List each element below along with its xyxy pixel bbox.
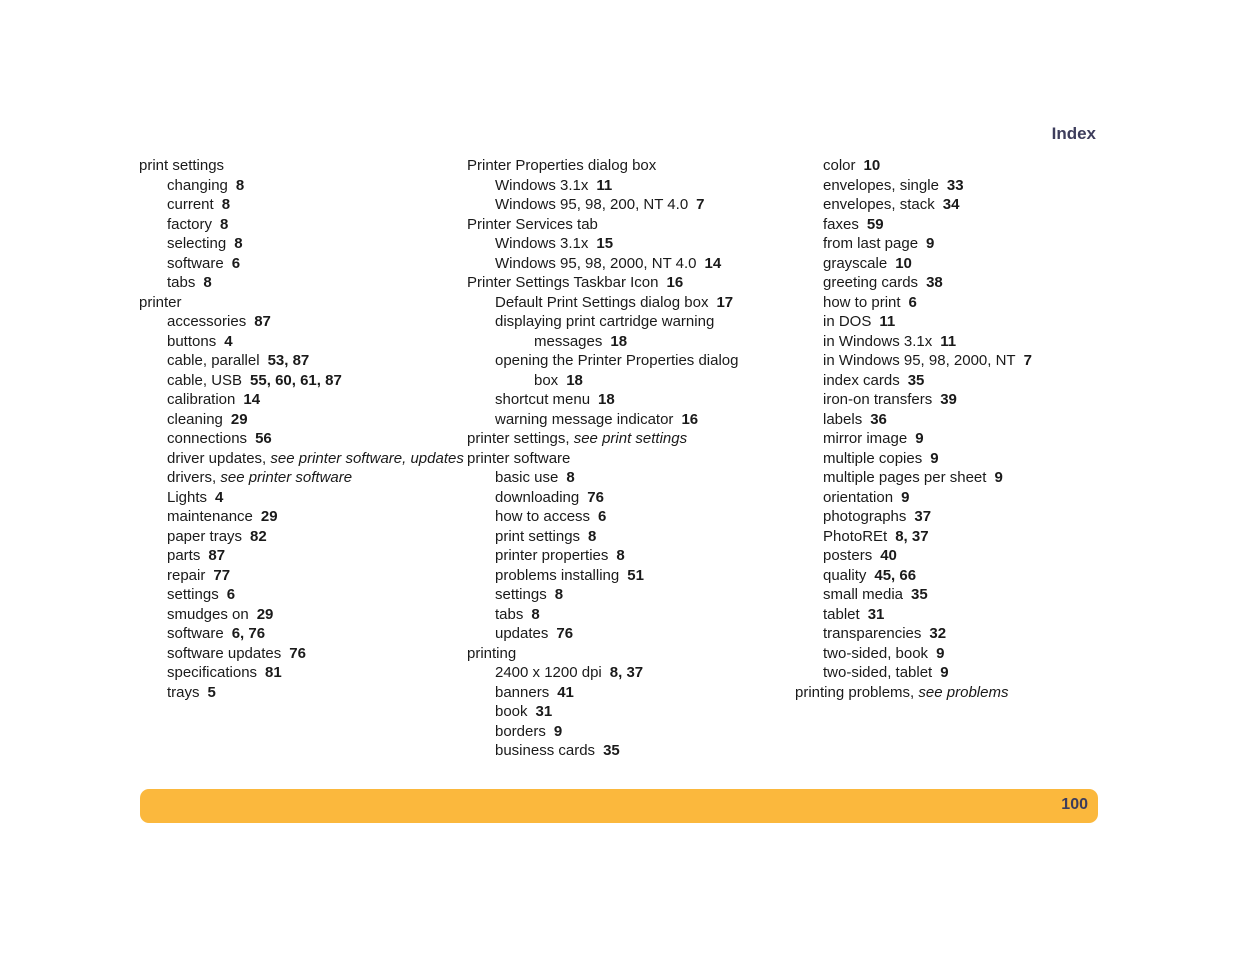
index-entry — [467, 527, 767, 547]
page-reference: 8 — [566, 469, 575, 486]
index-term: Default Print Settings dialog box — [495, 293, 709, 311]
index-entry — [139, 254, 454, 274]
index-entry — [139, 410, 454, 430]
index-entry — [467, 332, 767, 352]
index-term: two-sided, tablet — [823, 664, 933, 681]
index-term: changing — [167, 176, 228, 194]
index-term: posters — [823, 547, 873, 564]
index-entry — [467, 410, 767, 430]
index-entry — [795, 293, 1095, 313]
index-term: labels — [823, 410, 863, 428]
page-reference: 41 — [557, 683, 574, 701]
index-term: cable, USB — [167, 371, 243, 389]
index-term: tabs — [495, 605, 524, 623]
index-entry — [795, 156, 1095, 176]
index-entry — [795, 429, 1095, 449]
index-entry — [139, 176, 454, 196]
index-entry — [795, 566, 1095, 586]
page-reference: 18 — [566, 371, 583, 389]
page-reference: 9 — [930, 449, 939, 467]
page-number: 100 — [1061, 796, 1088, 813]
index-term: Windows 3.1x — [495, 176, 589, 194]
index-term: color — [823, 157, 856, 174]
page-reference: 6 — [231, 254, 241, 272]
index-entry — [467, 371, 767, 391]
page-reference: 31 — [867, 605, 885, 623]
index-entry — [139, 156, 454, 176]
page-reference: 36 — [870, 410, 887, 428]
page-reference: 29 — [230, 410, 248, 428]
index-term: Printer Settings Taskbar Icon — [467, 274, 659, 291]
index-entry — [139, 624, 454, 644]
index-term: repair — [167, 566, 206, 584]
page-reference: 39 — [940, 391, 957, 408]
index-term: in DOS — [823, 313, 872, 330]
see-reference: see printer software — [220, 469, 353, 486]
page-reference: 16 — [666, 274, 684, 291]
index-entry — [467, 683, 767, 703]
index-entry — [467, 585, 767, 605]
see-reference: see print settings — [573, 430, 688, 447]
index-entry — [139, 507, 454, 527]
page-reference: 76 — [289, 644, 306, 662]
index-term: business cards — [495, 742, 596, 759]
index-term: quality — [823, 566, 867, 584]
index-term: small media — [823, 586, 904, 603]
index-entry — [139, 449, 464, 469]
page-reference: 4 — [224, 332, 233, 350]
index-term: mirror image — [823, 430, 908, 447]
index-entry — [467, 488, 767, 508]
page-reference: 33 — [946, 176, 964, 194]
index-term: envelopes, single — [823, 176, 939, 194]
index-term: how to access — [495, 508, 591, 525]
page-reference: 8 — [554, 586, 564, 603]
page-reference: 4 — [215, 488, 224, 506]
page-reference: 8 — [220, 215, 229, 233]
index-entry — [139, 468, 454, 488]
index-entry — [467, 234, 767, 254]
index-entry — [139, 312, 454, 332]
index-entry — [139, 332, 454, 352]
page-reference: 9 — [926, 235, 935, 252]
page-reference: 51 — [627, 566, 644, 584]
page-reference: 8 — [616, 547, 625, 564]
page-reference: 56 — [255, 430, 272, 447]
index-entry — [795, 351, 1095, 371]
index-entry — [467, 312, 767, 332]
page-reference: 18 — [598, 391, 615, 408]
see-reference: see problems — [918, 683, 1009, 701]
index-term: trays — [167, 683, 200, 701]
index-entry — [467, 605, 767, 625]
page-reference: 35 — [911, 586, 928, 603]
index-entry — [139, 566, 454, 586]
index-term: maintenance — [167, 508, 253, 525]
index-term: faxes — [823, 215, 859, 233]
index-term: tablet — [823, 605, 860, 623]
index-term: in Windows 3.1x — [823, 332, 933, 350]
index-entry — [795, 585, 1095, 605]
index-entry — [139, 390, 454, 410]
index-entry — [139, 683, 454, 703]
index-entry — [139, 644, 454, 664]
index-term: Printer Services tab — [467, 215, 598, 233]
index-term: Printer Properties dialog box — [467, 157, 657, 174]
index-term: printer software — [467, 449, 571, 467]
index-entry — [795, 234, 1095, 254]
page-reference: 11 — [596, 176, 613, 194]
index-entry — [795, 527, 1095, 547]
page-reference: 76 — [587, 488, 604, 506]
page-reference: 8 — [588, 527, 597, 545]
index-entry — [795, 507, 1095, 527]
index-entry — [467, 566, 767, 586]
index-entry — [139, 429, 454, 449]
index-term: printing — [467, 644, 517, 662]
index-term: cleaning — [167, 410, 223, 428]
page-reference: 14 — [243, 391, 261, 408]
index-entry — [467, 293, 767, 313]
index-term: messages — [534, 332, 603, 350]
index-entry — [139, 195, 454, 215]
page-reference: 8 — [221, 196, 231, 213]
index-entry — [467, 156, 767, 176]
index-term: transparencies — [823, 625, 922, 642]
index-term: greeting cards — [823, 274, 919, 291]
index-entry — [467, 429, 767, 449]
index-entry — [139, 293, 454, 313]
index-term: calibration — [167, 391, 236, 408]
index-entry — [467, 254, 767, 274]
index-term: tabs — [167, 274, 196, 291]
page-reference: 11 — [879, 313, 896, 330]
index-term: printer settings, — [467, 430, 570, 447]
page-reference: 17 — [716, 293, 734, 311]
index-column-1 — [139, 156, 464, 702]
page-reference: 82 — [250, 527, 267, 545]
index-entry — [795, 410, 1095, 430]
index-term: warning message indicator — [495, 410, 674, 428]
index-entry — [139, 663, 454, 683]
index-term: 2400 x 1200 dpi — [495, 664, 602, 681]
index-entry — [139, 215, 454, 235]
index-term: cable, parallel — [167, 352, 260, 369]
index-entry — [139, 488, 454, 508]
page-reference: 16 — [681, 410, 699, 428]
index-entry — [467, 546, 767, 566]
page-reference: 8 — [531, 605, 540, 623]
index-entry — [467, 741, 767, 761]
index-entry — [795, 195, 1095, 215]
index-entry — [467, 663, 767, 683]
index-term: how to print — [823, 293, 901, 311]
page-reference: 9 — [915, 430, 924, 447]
index-term: displaying print cartridge warning — [495, 313, 715, 330]
index-term: software — [167, 254, 224, 272]
index-entry — [467, 702, 767, 722]
index-entry — [795, 663, 1095, 683]
page-reference: 15 — [596, 235, 614, 252]
page-reference: 8, 37 — [609, 664, 644, 681]
index-entry — [139, 371, 454, 391]
index-term: from last page — [823, 235, 919, 252]
index-entry — [795, 254, 1095, 274]
index-term: smudges on — [167, 605, 249, 623]
page-reference: 9 — [936, 644, 945, 662]
index-term: Windows 95, 98, 2000, NT 4.0 — [495, 254, 697, 272]
index-term: driver updates, — [167, 449, 267, 467]
page-reference: 7 — [696, 196, 705, 213]
index-term: in Windows 95, 98, 2000, NT — [823, 352, 1016, 369]
page-reference: 55, 60, 61, 87 — [250, 371, 342, 389]
index-entry — [467, 176, 767, 196]
index-term: buttons — [167, 332, 217, 350]
index-entry — [795, 215, 1095, 235]
index-entry — [795, 332, 1095, 352]
index-column-3 — [795, 156, 1095, 702]
index-term: iron-on transfers — [823, 391, 933, 408]
page-reference: 6 — [598, 508, 607, 525]
index-entry — [795, 390, 1095, 410]
see-reference: see printer software, updates — [270, 449, 464, 467]
index-entry — [467, 449, 767, 469]
index-term: banners — [495, 683, 550, 701]
page-reference: 35 — [603, 742, 620, 759]
index-entry — [795, 449, 1095, 469]
page-reference: 8 — [234, 235, 243, 252]
page-reference: 8 — [235, 176, 245, 194]
page-reference: 10 — [895, 254, 912, 272]
index-entry — [467, 195, 767, 215]
page-reference: 77 — [213, 566, 231, 584]
index-term: accessories — [167, 313, 247, 330]
page-reference: 7 — [1023, 352, 1032, 369]
index-entry — [139, 546, 454, 566]
index-entry — [467, 390, 767, 410]
index-term: Windows 3.1x — [495, 235, 589, 252]
page-reference: 10 — [863, 157, 881, 174]
page-reference: 9 — [901, 488, 910, 506]
page-reference: 14 — [704, 254, 722, 272]
index-term: print settings — [139, 157, 225, 174]
index-term: shortcut menu — [495, 391, 591, 408]
footer-bar — [140, 789, 1098, 823]
index-term: box — [534, 371, 559, 389]
page-reference: 9 — [553, 722, 563, 740]
index-entry — [795, 312, 1095, 332]
index-entry — [795, 273, 1095, 293]
index-entry — [795, 371, 1095, 391]
index-term: printer properties — [495, 547, 609, 564]
page-reference: 32 — [929, 625, 947, 642]
index-entry — [139, 605, 454, 625]
index-term: borders — [495, 722, 546, 740]
page-reference: 31 — [535, 703, 553, 720]
index-entry — [795, 546, 1095, 566]
index-entry — [795, 176, 1095, 196]
index-entry — [467, 215, 767, 235]
index-term: drivers, — [167, 469, 217, 486]
index-term: print settings — [495, 527, 581, 545]
index-term: paper trays — [167, 527, 243, 545]
index-term: printer — [139, 293, 182, 311]
page-reference: 87 — [208, 547, 226, 564]
section-title: Index — [1051, 124, 1096, 143]
index-term: Lights — [167, 488, 208, 506]
index-entry — [467, 644, 767, 664]
index-term: factory — [167, 215, 213, 233]
index-entry — [467, 722, 767, 742]
index-term: printing problems, — [795, 683, 915, 701]
index-entry — [467, 468, 767, 488]
index-entry — [795, 624, 1095, 644]
index-term: multiple pages per sheet — [823, 469, 987, 486]
index-entry — [139, 234, 454, 254]
index-entry — [139, 273, 454, 293]
index-term: multiple copies — [823, 449, 923, 467]
index-entry — [795, 605, 1095, 625]
page-reference: 53, 87 — [267, 352, 310, 369]
page-reference: 34 — [942, 196, 960, 213]
index-term: orientation — [823, 488, 894, 506]
index-term: software — [167, 625, 224, 642]
index-entry — [139, 527, 454, 547]
page-reference: 76 — [556, 625, 574, 642]
index-term: book — [495, 703, 528, 720]
page-reference: 18 — [610, 332, 628, 350]
page-reference: 6 — [908, 293, 917, 311]
index-term: opening the Printer Properties dialog — [495, 352, 739, 369]
index-term: software updates — [167, 644, 282, 662]
page-reference: 5 — [207, 683, 216, 701]
index-term: current — [167, 196, 214, 213]
page-reference: 81 — [265, 664, 282, 681]
page-reference: 59 — [866, 215, 884, 233]
page-reference: 8, 37 — [895, 527, 929, 545]
index-entry — [795, 488, 1095, 508]
index-term: envelopes, stack — [823, 196, 935, 213]
index-term: photographs — [823, 508, 907, 525]
index-entry — [467, 351, 767, 371]
index-term: specifications — [167, 664, 258, 681]
index-entry — [795, 644, 1095, 664]
index-term: settings — [495, 586, 547, 603]
page-reference: 29 — [260, 508, 278, 525]
page-reference: 87 — [254, 313, 271, 330]
index-term: problems installing — [495, 566, 620, 584]
page-reference: 38 — [926, 274, 943, 291]
index-term: basic use — [495, 469, 559, 486]
index-term: two-sided, book — [823, 644, 929, 662]
index-term: PhotoREt — [823, 527, 888, 545]
page-reference: 6 — [226, 586, 236, 603]
index-entry — [139, 351, 454, 371]
index-term: Windows 95, 98, 200, NT 4.0 — [495, 196, 689, 213]
page-reference: 40 — [880, 547, 897, 564]
index-entry — [467, 507, 767, 527]
index-term: parts — [167, 547, 201, 564]
index-term: index cards — [823, 371, 900, 389]
index-term: updates — [495, 625, 549, 642]
page-reference: 37 — [914, 508, 932, 525]
index-entry — [795, 683, 1095, 703]
page-reference: 35 — [907, 371, 925, 389]
index-entry — [795, 468, 1095, 488]
page-reference: 8 — [203, 274, 212, 291]
index-term: connections — [167, 430, 248, 447]
page-reference: 6, 76 — [231, 625, 266, 642]
index-entry — [467, 273, 767, 293]
page-reference: 9 — [994, 469, 1003, 486]
index-column-2 — [467, 156, 767, 761]
index-entry — [467, 624, 767, 644]
index-term: selecting — [167, 235, 227, 252]
index-term: downloading — [495, 488, 580, 506]
page-reference: 45, 66 — [874, 566, 917, 584]
index-term: grayscale — [823, 254, 888, 272]
page-reference: 9 — [940, 664, 949, 681]
index-term: settings — [167, 586, 219, 603]
page-reference: 29 — [256, 605, 274, 623]
index-entry — [139, 585, 454, 605]
page-reference: 11 — [940, 332, 957, 350]
